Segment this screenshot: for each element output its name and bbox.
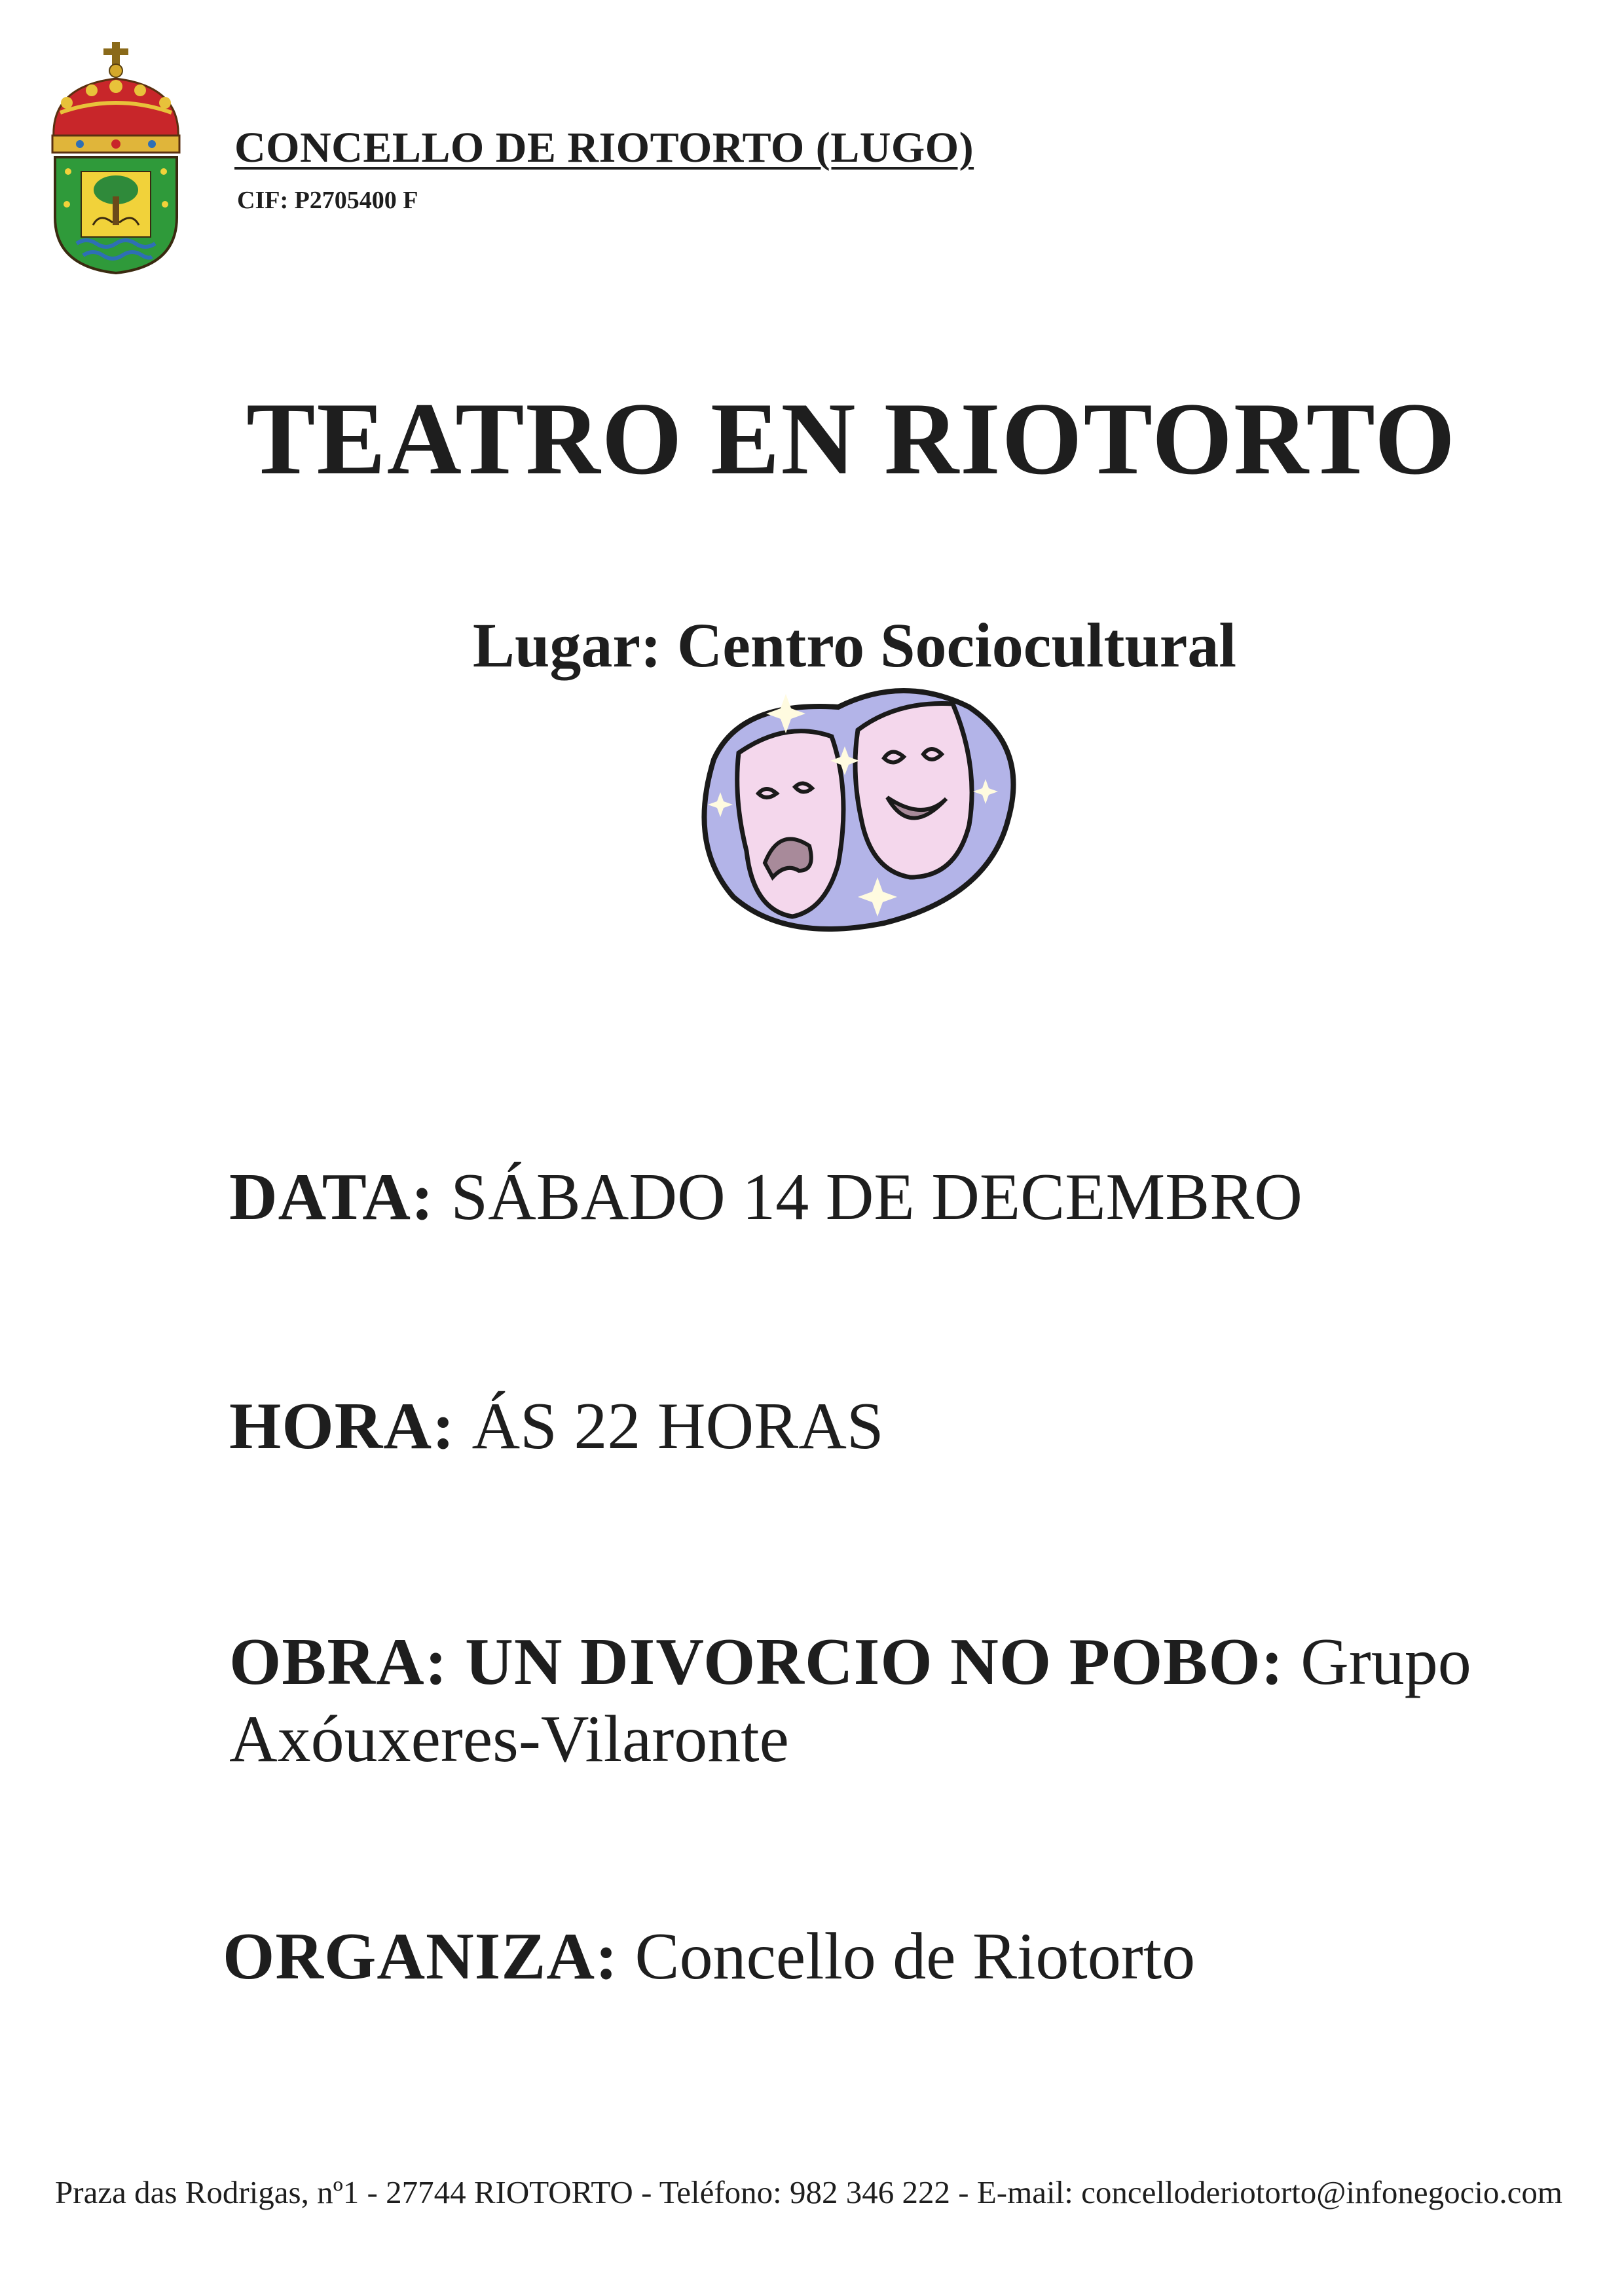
play-group-part2: Axóuxeres-Vilaronte: [229, 1702, 789, 1776]
organizer-value: Concello de Riotorto: [635, 1920, 1196, 1994]
coat-of-arms-icon: [41, 41, 191, 276]
organizer-label: ORGANIZA:: [223, 1920, 619, 1994]
time-label: HORA:: [229, 1389, 455, 1463]
theater-masks-icon: [688, 681, 1022, 943]
date-line: [229, 1159, 1302, 1235]
organization-name: CONCELLO DE RIOTORTO (LUGO): [234, 124, 974, 172]
time-line: [229, 1388, 884, 1465]
organizer-line: [223, 1918, 1195, 1995]
date-label: DATA:: [229, 1160, 434, 1234]
play-label: OBRA: UN DIVORCIO NO POBO:: [229, 1625, 1284, 1699]
date-value: SÁBADO 14 DE DECEMBRO: [451, 1160, 1302, 1234]
venue-line: Lugar: Centro Sociocultural: [472, 610, 1237, 680]
time-value: ÁS 22 HORAS: [471, 1389, 884, 1463]
tax-id: CIF: P2705400 F: [237, 187, 418, 214]
poster-title: TEATRO EN RIOTORTO: [246, 382, 1456, 496]
play-group-part1: Grupo: [1301, 1625, 1471, 1699]
footer-contact: Praza das Rodrigas, nº1 - 27744 RIOTORTO - Teléfono: 982 346 222 - E-mail: concelloderiotorto@infonegocio.com: [55, 2174, 1563, 2210]
play-line: [229, 1624, 1471, 1778]
